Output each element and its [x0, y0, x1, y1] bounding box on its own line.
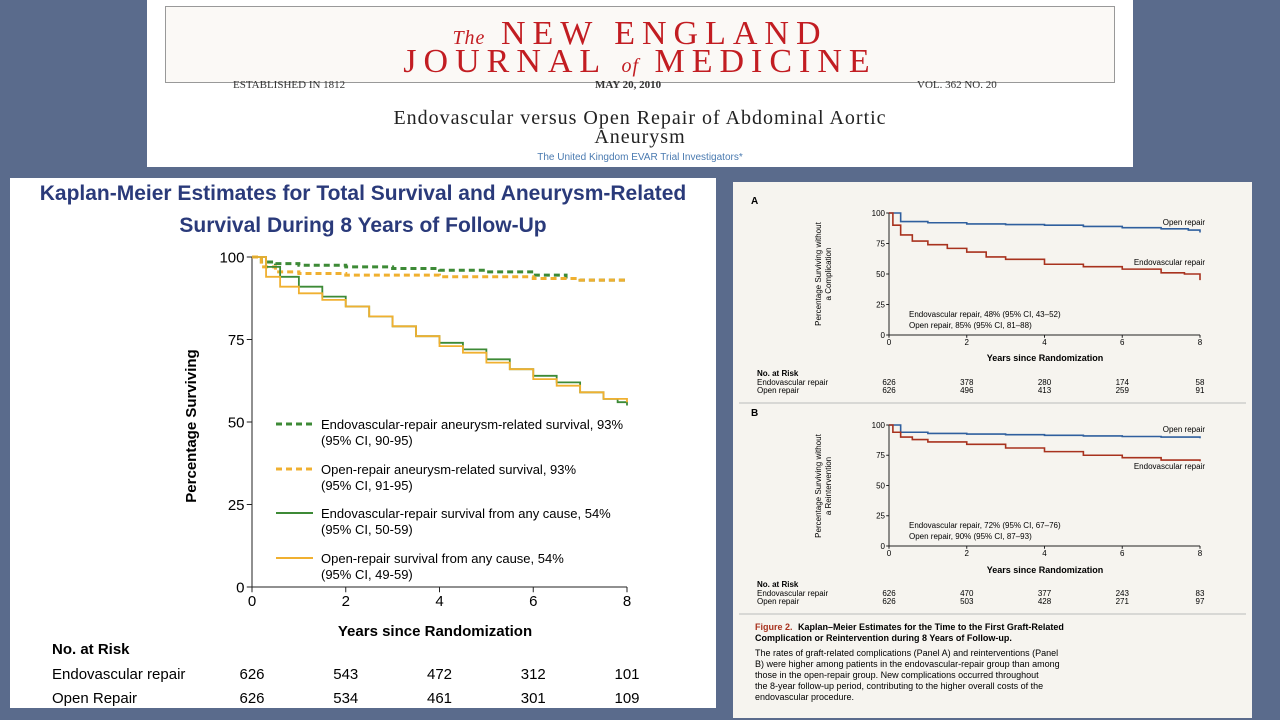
- main-series-line-1: [252, 257, 627, 280]
- main-y-tick-label: 25: [227, 496, 245, 514]
- panel-b-x-tick-label: 4: [1042, 549, 1047, 558]
- panel-b-ylabel-1: Percentage Surviving without: [814, 434, 823, 538]
- panel-a-open-label: Open repair: [1162, 218, 1205, 227]
- caption-title-line-1: [755, 622, 1064, 632]
- panel-a-y-tick-label: 0: [880, 330, 885, 340]
- panel-b-label: B: [751, 408, 759, 419]
- panel-a-label: A: [751, 196, 759, 207]
- panel-b-risk-value: 271: [1115, 597, 1129, 606]
- main-y-tick-label: 75: [227, 331, 245, 349]
- main-risk-value: 109: [614, 690, 640, 707]
- panel-a-x-tick-label: 4: [1042, 338, 1047, 347]
- panel-a-x-tick-label: 0: [886, 338, 892, 347]
- caption-body-line-4: the 8-year follow-up period, contributing to the higher overall costs of the: [755, 681, 1044, 691]
- survival-chart-svg: [10, 178, 716, 708]
- panel-a-risk-value: 413: [1037, 386, 1052, 395]
- legend-label-open-any: Open-repair survival from any cause, 54%: [321, 551, 564, 566]
- panel-b-y-tick-label: 25: [876, 511, 885, 521]
- figure-caption: [755, 622, 1064, 702]
- main-y-tick-label: 0: [236, 579, 245, 597]
- legend-ci-open-aneurysm: (95% CI, 91-95): [321, 478, 413, 493]
- panel-b-risk-heading: No. at Risk: [757, 580, 799, 589]
- panel-a-y-tick-label: 25: [876, 300, 885, 310]
- caption-title-line-2: Complication or Reintervention during 8 Years of Follow-up.: [755, 633, 1012, 643]
- panel-a-annotation-open: Open repair, 85% (95% CI, 81–88): [909, 321, 1032, 330]
- panel-a-x-tick-label: 8: [1197, 338, 1203, 347]
- panel-b-xlabel: Years since Randomization: [986, 565, 1104, 575]
- survival-chart-panel: [10, 178, 716, 708]
- panel-b-x-tick-label: 8: [1197, 549, 1203, 558]
- panel-a-risk-value: 174: [1115, 378, 1129, 387]
- panel-b-series-line-1: [889, 425, 1200, 461]
- panel-a-risk-value: 58: [1195, 378, 1205, 387]
- panel-a-risk-value: 280: [1037, 378, 1052, 387]
- main-y-tick-label: 100: [219, 249, 245, 267]
- panel-a-risk-value: 378: [960, 378, 974, 387]
- figure-2-svg: [733, 182, 1252, 718]
- panel-a-risk-value: 626: [882, 378, 896, 387]
- journal-masthead: [165, 6, 1115, 83]
- main-x-tick-label: 0: [247, 592, 257, 610]
- panel-b-risk-label-endo: Endovascular repair: [757, 589, 829, 598]
- panel-b-ylabel-2: a Reintervention: [824, 456, 833, 516]
- panel-b-risk-value: 626: [882, 589, 896, 598]
- panel-b-x-tick-label: 0: [886, 549, 892, 558]
- panel-b-x-tick-label: 6: [1120, 549, 1125, 558]
- y-axis-label: Percentage Surviving: [183, 349, 200, 503]
- caption-figure-label: Figure 2.: [755, 622, 793, 632]
- main-risk-value: 543: [333, 666, 359, 683]
- main-risk-value: 301: [520, 690, 546, 707]
- main-risk-value: 626: [239, 690, 265, 707]
- caption-body-line-3: those in the open-repair group. New complications occurred throughout: [755, 670, 1039, 680]
- figure-2-panel: [733, 182, 1252, 718]
- panel-b-annotation-endo: Endovascular repair, 72% (95% CI, 67–76): [909, 521, 1061, 530]
- panel-a-risk-label-endo: Endovascular repair: [757, 378, 829, 387]
- panel-b-x-tick-label: 2: [964, 549, 969, 558]
- panel-a-risk-value: 91: [1195, 386, 1205, 395]
- legend-label-open-aneurysm: Open-repair aneurysm-related survival, 93%: [321, 462, 577, 477]
- panel-a-y-tick-label: 75: [876, 239, 885, 249]
- caption-body-line-1: The rates of graft-related complications (Panel A) and reinterventions (Panel: [755, 648, 1059, 658]
- panel-b-risk-value: 503: [960, 597, 974, 606]
- panel-a-xlabel: Years since Randomization: [986, 353, 1104, 363]
- panel-b-y-tick-label: 75: [876, 451, 885, 461]
- panel-a-ylabel-2: a Complication: [824, 247, 833, 301]
- masthead-journal: JOURNAL: [403, 43, 606, 80]
- main-risk-value: 472: [426, 666, 453, 683]
- caption-title-rest: Kaplan–Meier Estimates for the Time to the First Graft-Related: [798, 622, 1064, 632]
- risk-table-heading: No. at Risk: [52, 641, 130, 658]
- legend-label-endo-aneurysm: Endovascular-repair aneurysm-related survival, 93%: [321, 417, 624, 432]
- masthead-of: of: [621, 55, 639, 77]
- chart-title-line-2: Survival During 8 Years of Follow-Up: [179, 214, 547, 237]
- panel-b-annotation-open: Open repair, 90% (95% CI, 87–93): [909, 532, 1032, 541]
- panel-a-x-tick-label: 2: [964, 338, 969, 347]
- panel-a-series-line-0: [889, 213, 1200, 233]
- chart-legend: [276, 417, 623, 582]
- x-axis-label: Years since Randomization: [337, 623, 533, 640]
- panel-b-risk-value: 377: [1037, 589, 1052, 598]
- panel-b-risk-value: 83: [1195, 589, 1205, 598]
- panel-b-series-line-0: [889, 425, 1200, 438]
- main-x-tick-label: 8: [622, 592, 632, 610]
- main-risk-value: 534: [333, 690, 359, 707]
- panel-b-y-tick-label: 50: [876, 481, 885, 491]
- legend-ci-open-any: (95% CI, 49-59): [321, 567, 413, 582]
- panel-b-y-tick-label: 0: [880, 541, 885, 551]
- panel-b-risk-value: 626: [882, 597, 896, 606]
- main-risk-value: 626: [239, 666, 265, 683]
- main-x-tick-label: 4: [435, 592, 444, 610]
- masthead-new-england: NEW ENGLAND: [500, 15, 828, 52]
- panel-a-x-tick-label: 6: [1120, 338, 1125, 347]
- legend-ci-endo-any: (95% CI, 50-59): [321, 522, 413, 537]
- main-y-tick-label: 50: [227, 414, 245, 432]
- main-risk-value: 461: [426, 690, 453, 707]
- legend-label-endo-any: Endovascular-repair survival from any cause, 54%: [321, 506, 611, 521]
- article-title-line-1: Endovascular versus Open Repair of Abdominal Aortic: [393, 107, 887, 129]
- main-risk-value: 312: [520, 666, 546, 683]
- risk-row-label-open: Open Repair: [52, 690, 138, 707]
- chart-title-line-1: Kaplan-Meier Estimates for Total Survival and Aneurysm-Related: [39, 182, 687, 205]
- main-x-tick-label: 6: [529, 592, 538, 610]
- article-authors: The United Kingdom EVAR Trial Investigators*: [537, 152, 743, 163]
- panel-a-risk-value: 259: [1115, 386, 1129, 395]
- panel-a-risk-heading: No. at Risk: [757, 369, 799, 378]
- panel-a-endo-label: Endovascular repair: [1133, 258, 1205, 267]
- panel-b-endo-label: Endovascular repair: [1133, 462, 1205, 471]
- panel-b-risk-value: 243: [1115, 589, 1129, 598]
- article-title: [147, 109, 1133, 147]
- risk-row-label-endovascular: Endovascular repair: [52, 666, 186, 683]
- panel-a-risk-label-open: Open repair: [757, 386, 800, 395]
- panel-b-open-label: Open repair: [1162, 425, 1205, 434]
- panel-a-risk-value: 496: [960, 386, 974, 395]
- issue-date: MAY 20, 2010: [595, 79, 662, 91]
- masthead-the: The: [452, 27, 486, 49]
- established-text: ESTABLISHED IN 1812: [233, 79, 346, 91]
- caption-body-line-5: endovascular procedure.: [755, 692, 855, 702]
- journal-header: [147, 0, 1133, 167]
- panel-a-y-tick-label: 100: [871, 208, 885, 218]
- panel-a-annotation-endo: Endovascular repair, 48% (95% CI, 43–52): [909, 310, 1061, 319]
- main-x-tick-label: 2: [341, 592, 350, 610]
- volume-number: VOL. 362 NO. 20: [917, 79, 997, 91]
- main-risk-value: 101: [614, 666, 640, 683]
- masthead-medicine: MEDICINE: [654, 43, 877, 80]
- panel-a-ylabel-1: Percentage Surviving without: [814, 222, 823, 326]
- panel-b-risk-value: 428: [1037, 597, 1052, 606]
- risk-table: [52, 641, 640, 707]
- panel-a-risk-value: 626: [882, 386, 896, 395]
- caption-body-line-2: B) were higher among patients in the endovascular-repair group than among: [755, 659, 1060, 669]
- panel-b-risk-label-open: Open repair: [757, 597, 800, 606]
- panel-b-risk-value: 470: [960, 589, 974, 598]
- panel-b-risk-value: 97: [1195, 597, 1205, 606]
- panel-a-y-tick-label: 50: [876, 269, 885, 279]
- article-title-line-2: Aneurysm: [594, 126, 686, 148]
- legend-ci-endo-aneurysm: (95% CI, 90-95): [321, 433, 413, 448]
- panel-b-y-tick-label: 100: [871, 420, 885, 430]
- masthead-line-2: [166, 45, 1114, 83]
